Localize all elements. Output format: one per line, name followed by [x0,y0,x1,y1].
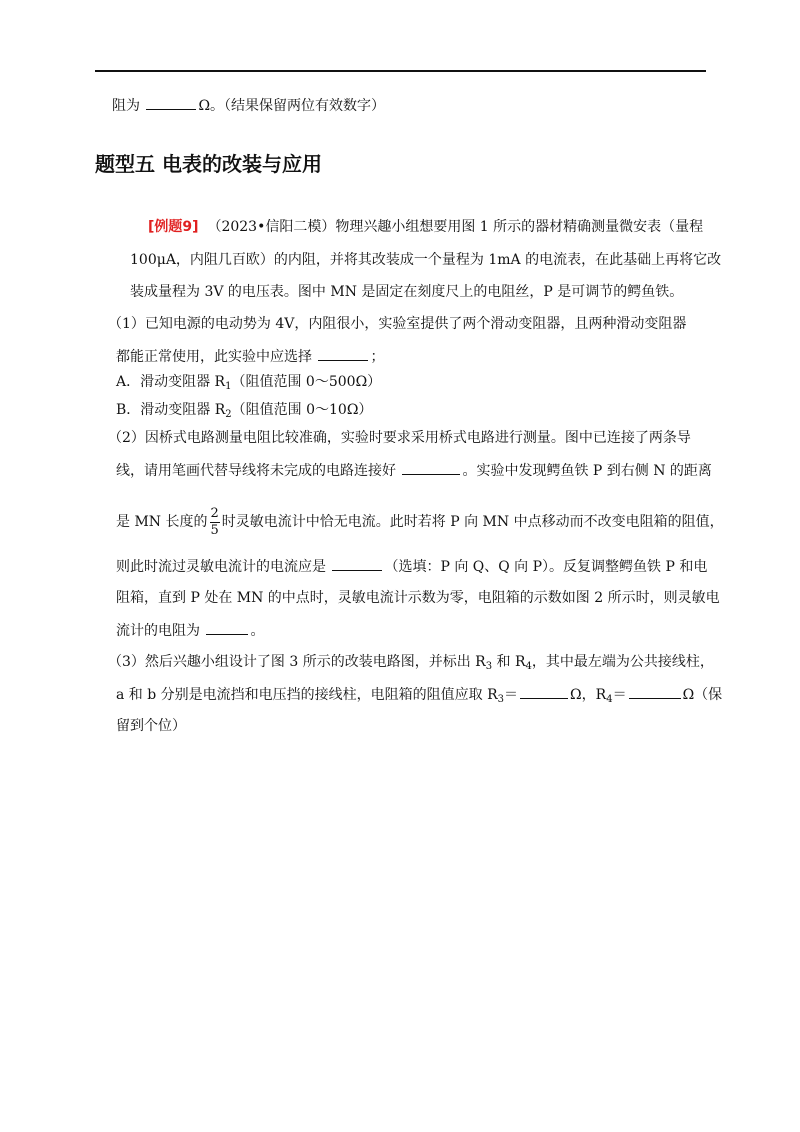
q2-text-e: 则此时流过灵敏电流计的电流应是 [116,559,331,575]
fraction-denominator: 5 [210,522,219,538]
q3-line-3: 留到个位） [116,718,186,734]
q1-text-a: 都能正常使用，此实验中应选择 [116,349,317,365]
q3-text-e: Ω，R [570,687,607,703]
fraction-numerator: 2 [210,505,219,521]
example-tag: [例题9] [148,219,199,235]
q2-line-6 [116,620,264,641]
q3-text-a: （3）然后兴趣小组设计了图 3 所示的改装电路图，并标出 R [108,654,486,670]
q2-text-d: 时灵敏电流计中恰无电流。此时若将 P 向 MN 中点移动而不改变电阻箱的阻值， [221,514,724,530]
header-rule [95,70,706,72]
q2-text-h: 。 [250,623,265,639]
q2-line-1: （2）因桥式电路测量电阻比较准确，实验时要求采用桥式电路进行测量。图中已连接了两条导 [108,430,691,446]
answer-blank[interactable] [318,346,368,361]
q3-line-1 [108,652,714,672]
opt-b-sub: 2 [225,409,232,420]
opt-b-range: （阻值范围 0～10Ω） [231,402,373,418]
section-title: 题型五 电表的改装与应用 [95,152,322,176]
q3-sub-3b: 3 [497,694,505,705]
opt-a-range: （阻值范围 0～500Ω） [231,374,382,390]
answer-blank[interactable] [146,95,196,110]
q1-option-b [116,400,372,420]
q2-line-4 [116,556,707,577]
q2-text-a: 线，请用笔画代替导线将未完成的电路连接好 [116,463,401,479]
q1-line-2 [116,346,384,367]
example-line-1 [148,217,703,237]
prev-text-a: 阻为 [112,98,145,114]
answer-blank[interactable] [402,460,460,475]
q3-text-d: a 和 b 分别是电流挡和电压挡的接线柱，电阻箱的阻值应取 R [116,687,498,703]
q3-eq-2: ＝ [612,687,627,703]
example-line-2: 100μA，内阻几百欧）的内阻，并将其改装成一个量程为 1mA 的电流表，在此基础上再将它改 [130,252,722,268]
opt-a-sub: 1 [225,381,232,392]
q2-text-c: 是 MN 长度的 [116,514,208,530]
answer-blank-r4[interactable] [629,684,681,699]
answer-blank[interactable] [206,620,248,635]
example-text-1: （2023•信阳二模）物理兴趣小组想要用图 1 所示的器材精确测量微安表（量程 [207,219,704,235]
q2-text-b: 。实验中发现鳄鱼铁 P 到右侧 N 的距离 [462,463,712,479]
q2-text-f: （选填：P 向 Q、Q 向 P）。反复调整鳄鱼铁 P 和电 [384,559,708,575]
prev-text-b: Ω。（结果保留两位有效数字） [198,98,386,114]
opt-a-text: A．滑动变阻器 R [116,374,226,390]
q3-eq-1: ＝ [504,687,519,703]
q1-option-a [116,372,381,392]
q1-line-1: （1）已知电源的电动势为 4V，内阻很小，实验室提供了两个滑动变阻器，且两种滑动变阻器 [108,316,687,332]
q3-text-c: ，其中最左端为公共接线柱， [531,654,714,670]
q3-sub-4b: 4 [606,694,613,705]
q3-sub-4: 4 [525,661,532,672]
opt-b-text: B．滑动变阻器 R [116,402,226,418]
q2-line-2 [116,460,712,481]
answer-blank[interactable] [332,556,382,571]
q2-line-3 [116,504,724,540]
q3-sub-3: 3 [485,661,493,672]
example-line-3: 装成量程为 3V 的电压表。图中 MN 是固定在刻度尺上的电阻丝，P 是可调节的鳄鱼铁。 [130,284,684,300]
q1-text-b: ； [370,349,385,365]
q2-text-g: 流计的电阻为 [116,623,205,639]
answer-blank-r3[interactable] [520,684,568,699]
q3-text-b: 和 R [492,654,526,670]
q3-text-f: Ω（保 [682,687,723,703]
q3-line-2 [116,684,722,705]
fraction-two-fifths [210,506,220,539]
q2-line-5: 阻箱，直到 P 处在 MN 的中点时，灵敏电流计示数为零，电阻箱的示数如图 2 所示时，则灵敏电 [116,590,720,606]
prev-question-tail [112,95,385,116]
